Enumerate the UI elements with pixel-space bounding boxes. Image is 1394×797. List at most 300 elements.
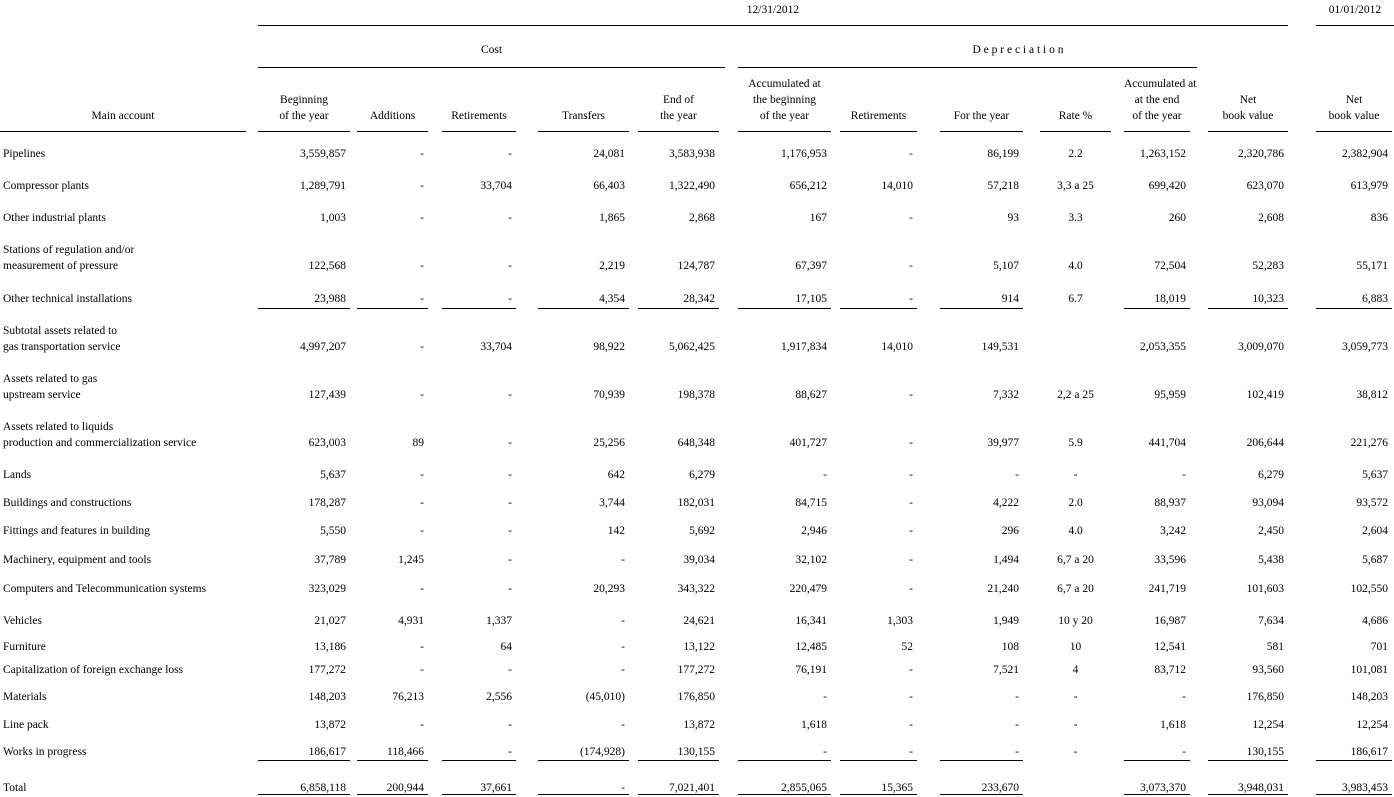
cell-accum-end: 88,937 xyxy=(1154,497,1186,509)
cost-group-rule xyxy=(258,67,725,68)
cell-accum-end: 3,073,370 xyxy=(1140,782,1186,794)
cell-net-current: 3,009,070 xyxy=(1238,341,1284,353)
cell-rate: 10 xyxy=(1069,641,1082,653)
cell-accum-end: 441,704 xyxy=(1148,437,1186,449)
sum-rule xyxy=(357,760,428,761)
cell-accum-begin: 401,727 xyxy=(789,437,827,449)
cell-beginning: 6,858,118 xyxy=(300,782,346,794)
row-label: Computers and Telecommunication systems xyxy=(3,583,207,595)
cell-dep-retirements: - xyxy=(909,497,913,509)
cell-beginning: 5,550 xyxy=(320,525,346,537)
sum-rule xyxy=(1208,308,1288,309)
cell-accum-begin: 32,102 xyxy=(795,554,827,566)
cell-retirements: 64 xyxy=(500,641,512,653)
end-header-rule xyxy=(638,131,719,132)
net-previous-header-line: Net xyxy=(1345,94,1363,106)
sum-rule xyxy=(1124,760,1190,761)
retirements-header-line: Retirements xyxy=(451,110,507,122)
cell-additions: - xyxy=(420,497,424,509)
cell-beginning: 5,637 xyxy=(320,469,346,481)
row-label: Stations of regulation and/or xyxy=(3,244,135,256)
cell-net-previous: 3,983,453 xyxy=(1342,782,1388,794)
retirements-header-rule xyxy=(442,131,516,132)
cell-net-previous: 38,812 xyxy=(1356,389,1388,401)
cell-rate: 3,3 a 25 xyxy=(1057,180,1094,192)
cell-net-previous: 2,604 xyxy=(1362,525,1388,537)
cell-net-previous: 4,686 xyxy=(1362,615,1388,627)
cell-for-year: 7,521 xyxy=(993,664,1019,676)
cell-transfers: 1,865 xyxy=(599,212,625,224)
accum-end-header-line: at the end xyxy=(1134,94,1180,106)
cell-retirements: - xyxy=(508,437,512,449)
cell-transfers: 142 xyxy=(607,525,625,537)
cell-rate: 4 xyxy=(1072,664,1079,676)
cell-dep-retirements: - xyxy=(909,554,913,566)
sum-rule xyxy=(840,308,917,309)
cell-retirements: 37,661 xyxy=(480,782,512,794)
cell-for-year: - xyxy=(1015,691,1019,703)
row-label: Lands xyxy=(3,469,32,481)
cell-accum-end: 12,541 xyxy=(1154,641,1186,653)
cell-for-year: 108 xyxy=(1001,641,1019,653)
cell-beginning: 1,003 xyxy=(320,212,346,224)
cell-transfers: - xyxy=(621,641,625,653)
row-label: Compressor plants xyxy=(3,180,89,192)
cell-accum-end: - xyxy=(1182,746,1186,758)
for-year-header-rule xyxy=(940,131,1023,132)
sum-rule xyxy=(840,794,917,795)
row-label: Other technical installations xyxy=(3,293,133,305)
cell-end: 7,021,401 xyxy=(669,782,715,794)
cell-retirements: 33,704 xyxy=(480,341,512,353)
sum-rule xyxy=(442,308,516,309)
sum-rule xyxy=(442,760,516,761)
cell-retirements: - xyxy=(508,260,512,272)
cell-dep-retirements: - xyxy=(909,389,913,401)
cell-additions: 1,245 xyxy=(398,554,424,566)
cell-net-current: 130,155 xyxy=(1246,746,1284,758)
cell-rate: 3.3 xyxy=(1068,212,1083,224)
cell-for-year: 914 xyxy=(1001,293,1019,305)
accum-end-header-rule xyxy=(1124,131,1190,132)
cell-net-previous: 701 xyxy=(1370,641,1388,653)
row-label: Assets related to liquids xyxy=(3,421,114,433)
cell-accum-begin: 17,105 xyxy=(795,293,827,305)
cell-end: 28,342 xyxy=(683,293,715,305)
depreciation-group-rule xyxy=(738,67,1197,68)
cell-accum-end: - xyxy=(1182,469,1186,481)
cell-dep-retirements: 15,365 xyxy=(881,782,913,794)
cell-accum-end: 72,504 xyxy=(1154,260,1186,272)
cell-end: 5,062,425 xyxy=(669,341,715,353)
cell-beginning: 177,272 xyxy=(308,664,346,676)
cell-net-current: 52,283 xyxy=(1252,260,1284,272)
sum-rule xyxy=(258,760,350,761)
sum-rule xyxy=(840,760,917,761)
sum-rule xyxy=(1208,760,1288,761)
rate-header-rule xyxy=(1040,131,1111,132)
cell-transfers: 20,293 xyxy=(593,583,625,595)
cell-end: 648,348 xyxy=(677,437,715,449)
row-label: measurement of pressure xyxy=(3,260,118,272)
net-current-header-line: Net xyxy=(1239,94,1257,106)
row-label: Materials xyxy=(3,691,47,703)
sum-rule xyxy=(258,308,350,309)
cell-end: 13,872 xyxy=(683,719,715,731)
cell-for-year: 233,670 xyxy=(981,782,1019,794)
cell-retirements: - xyxy=(508,583,512,595)
cell-dep-retirements: - xyxy=(909,293,913,305)
cell-net-previous: 93,572 xyxy=(1356,497,1388,509)
accum-end-header-line: Accumulated at xyxy=(1124,78,1197,90)
cell-rate: 2.0 xyxy=(1068,497,1083,509)
cell-accum-end: 699,420 xyxy=(1148,180,1186,192)
cell-transfers: 4,354 xyxy=(599,293,625,305)
cell-retirements: - xyxy=(508,746,512,758)
cell-additions: - xyxy=(420,583,424,595)
cell-accum-begin: 656,212 xyxy=(789,180,827,192)
cell-rate: - xyxy=(1073,719,1078,731)
sum-rule xyxy=(357,308,428,309)
cell-accum-begin: 1,618 xyxy=(801,719,827,731)
cell-for-year: 149,531 xyxy=(981,341,1019,353)
cell-net-previous: 186,617 xyxy=(1350,746,1388,758)
cell-end: 13,122 xyxy=(683,641,715,653)
cell-accum-begin: 12,485 xyxy=(795,641,827,653)
accum-begin-header-line: the beginning xyxy=(753,94,816,106)
beginning-header-line: of the year xyxy=(279,110,329,122)
net-previous-header-line: book value xyxy=(1328,110,1380,122)
cell-end: 3,583,938 xyxy=(669,148,715,160)
cell-for-year: 1,949 xyxy=(993,615,1019,627)
cell-transfers: 25,256 xyxy=(593,437,625,449)
cell-transfers: 24,081 xyxy=(593,148,625,160)
cell-transfers: - xyxy=(621,782,625,794)
cell-beginning: 4,997,207 xyxy=(300,341,346,353)
cell-dep-retirements: - xyxy=(909,583,913,595)
cell-net-previous: 836 xyxy=(1370,212,1388,224)
net-current-header-line: book value xyxy=(1222,110,1274,122)
cell-beginning: 186,617 xyxy=(308,746,346,758)
main-account-header-rule xyxy=(0,131,246,132)
accum-begin-header-rule xyxy=(738,131,831,132)
sum-rule xyxy=(442,794,516,795)
main-account-header-line: Main account xyxy=(91,110,155,122)
cell-rate: - xyxy=(1073,691,1078,703)
cell-retirements: - xyxy=(508,719,512,731)
cell-net-current: 2,450 xyxy=(1258,525,1284,537)
cell-net-previous: 102,550 xyxy=(1350,583,1388,595)
row-label: Furniture xyxy=(3,641,46,653)
cell-for-year: 1,494 xyxy=(993,554,1019,566)
cell-rate: 4.0 xyxy=(1068,525,1083,537)
sum-rule xyxy=(940,308,1023,309)
cell-net-previous: 12,254 xyxy=(1356,719,1388,731)
dep-retirements-header-rule xyxy=(840,131,917,132)
cell-additions: 200,944 xyxy=(386,782,424,794)
cell-accum-begin: 84,715 xyxy=(795,497,827,509)
cell-accum-end: 3,242 xyxy=(1160,525,1186,537)
sum-rule xyxy=(1124,308,1190,309)
cell-additions: 4,931 xyxy=(398,615,424,627)
cell-rate: 5.9 xyxy=(1068,437,1083,449)
cell-end: 6,279 xyxy=(689,469,715,481)
cell-net-current: 101,603 xyxy=(1246,583,1284,595)
cell-dep-retirements: - xyxy=(909,746,913,758)
cell-beginning: 3,559,857 xyxy=(300,148,346,160)
cell-additions: - xyxy=(420,469,424,481)
row-label: Works in progress xyxy=(3,746,87,758)
cell-net-current: 623,070 xyxy=(1246,180,1284,192)
row-label: Total xyxy=(3,782,27,794)
cell-additions: - xyxy=(420,180,424,192)
cell-net-current: 581 xyxy=(1266,641,1284,653)
sum-rule xyxy=(738,308,831,309)
cell-additions: 76,213 xyxy=(392,691,424,703)
cell-dep-retirements: 1,303 xyxy=(887,615,913,627)
beginning-header-rule xyxy=(258,131,350,132)
cell-dep-retirements: - xyxy=(909,691,913,703)
cell-dep-retirements: - xyxy=(909,148,913,160)
cell-for-year: - xyxy=(1015,719,1019,731)
cell-net-current: 7,634 xyxy=(1258,615,1284,627)
end-header-line: the year xyxy=(660,110,697,122)
cell-dep-retirements: - xyxy=(909,260,913,272)
cell-retirements: - xyxy=(508,497,512,509)
cell-dep-retirements: 52 xyxy=(901,641,913,653)
cell-rate: 6.7 xyxy=(1068,293,1083,305)
cell-net-previous: 6,883 xyxy=(1362,293,1388,305)
cell-beginning: 13,186 xyxy=(314,641,346,653)
cell-net-current: 176,850 xyxy=(1246,691,1284,703)
accum-end-header-line: of the year xyxy=(1132,110,1182,122)
cell-beginning: 127,439 xyxy=(308,389,346,401)
current-date-header: 12/31/2012 xyxy=(746,4,800,16)
cell-beginning: 323,029 xyxy=(308,583,346,595)
cell-transfers: 642 xyxy=(607,469,625,481)
cell-accum-begin: 67,397 xyxy=(795,260,827,272)
cell-net-current: 93,560 xyxy=(1252,664,1284,676)
cell-additions: 118,466 xyxy=(387,746,424,758)
sum-rule xyxy=(940,794,1023,795)
cell-accum-begin: - xyxy=(823,469,827,481)
sum-rule xyxy=(1316,760,1392,761)
cost-group-header: Cost xyxy=(480,44,503,56)
additions-header-rule xyxy=(357,131,428,132)
rate-header-line: Rate % xyxy=(1058,110,1093,122)
cell-accum-begin: 76,191 xyxy=(795,664,827,676)
cell-net-previous: 5,687 xyxy=(1362,554,1388,566)
cell-net-current: 93,094 xyxy=(1252,497,1284,509)
cell-transfers: - xyxy=(621,664,625,676)
row-label: Machinery, equipment and tools xyxy=(3,554,152,566)
cell-transfers: - xyxy=(621,719,625,731)
cell-additions: - xyxy=(420,664,424,676)
cell-end: 39,034 xyxy=(683,554,715,566)
cell-accum-end: 1,263,152 xyxy=(1140,148,1186,160)
transfers-header-line: Transfers xyxy=(561,110,606,122)
cell-accum-end: 260 xyxy=(1168,212,1186,224)
cell-retirements: - xyxy=(508,469,512,481)
cell-retirements: - xyxy=(508,148,512,160)
cell-net-current: 12,254 xyxy=(1252,719,1284,731)
cell-net-previous: 55,171 xyxy=(1356,260,1388,272)
cell-accum-end: 95,959 xyxy=(1154,389,1186,401)
cell-additions: - xyxy=(420,341,424,353)
cell-accum-end: 1,618 xyxy=(1160,719,1186,731)
row-label: Other industrial plants xyxy=(3,212,106,224)
cell-accum-end: 18,019 xyxy=(1154,293,1186,305)
cell-beginning: 623,003 xyxy=(308,437,346,449)
cell-rate: 2.2 xyxy=(1068,148,1083,160)
row-label: Capitalization of foreign exchange loss xyxy=(3,664,184,676)
cell-transfers: (174,928) xyxy=(579,746,625,758)
cell-net-current: 102,419 xyxy=(1246,389,1284,401)
previous-date-header: 01/01/2012 xyxy=(1328,4,1382,16)
cell-additions: - xyxy=(420,525,424,537)
cell-accum-begin: 1,917,834 xyxy=(781,341,827,353)
row-label: Buildings and constructions xyxy=(3,497,132,509)
cell-for-year: 7,332 xyxy=(993,389,1019,401)
cell-beginning: 23,988 xyxy=(314,293,346,305)
for-year-header-line: For the year xyxy=(953,110,1010,122)
cell-transfers: - xyxy=(621,554,625,566)
cell-for-year: 39,977 xyxy=(987,437,1019,449)
end-header-line: End of xyxy=(663,94,694,106)
depreciation-group-header: D e p r e c i a t i o n xyxy=(972,44,1064,56)
cell-beginning: 21,027 xyxy=(314,615,346,627)
cell-accum-begin: 16,341 xyxy=(795,615,827,627)
date-rule-previous xyxy=(1316,25,1394,26)
cell-net-previous: 2,382,904 xyxy=(1342,148,1388,160)
cell-additions: - xyxy=(420,641,424,653)
cell-beginning: 148,203 xyxy=(308,691,346,703)
cell-for-year: 5,107 xyxy=(993,260,1019,272)
sum-rule xyxy=(940,760,1023,761)
row-label: Vehicles xyxy=(3,615,42,627)
cell-beginning: 1,289,791 xyxy=(300,180,346,192)
cell-rate: - xyxy=(1073,746,1078,758)
cell-end: 2,868 xyxy=(689,212,715,224)
cell-for-year: 86,199 xyxy=(987,148,1019,160)
cell-accum-end: 83,712 xyxy=(1154,664,1186,676)
date-rule-current xyxy=(258,25,1288,26)
cell-accum-end: - xyxy=(1182,691,1186,703)
cell-end: 177,272 xyxy=(677,664,715,676)
cell-retirements: - xyxy=(508,554,512,566)
cell-end: 130,155 xyxy=(677,746,715,758)
cell-transfers: 98,922 xyxy=(593,341,625,353)
cell-net-previous: 221,276 xyxy=(1350,437,1388,449)
cell-beginning: 37,789 xyxy=(314,554,346,566)
sum-rule xyxy=(638,794,719,795)
row-label: Fittings and features in building xyxy=(3,525,150,537)
cell-additions: - xyxy=(420,719,424,731)
accum-begin-header-line: Accumulated at xyxy=(748,78,821,90)
cell-additions: - xyxy=(420,212,424,224)
cell-retirements: 1,337 xyxy=(486,615,512,627)
cell-beginning: 13,872 xyxy=(314,719,346,731)
sum-rule xyxy=(258,794,350,795)
cell-end: 1,322,490 xyxy=(669,180,715,192)
cell-end: 176,850 xyxy=(677,691,715,703)
cell-net-current: 3,948,031 xyxy=(1238,782,1284,794)
sum-rule xyxy=(1316,308,1392,309)
sum-rule xyxy=(638,760,719,761)
cell-additions: - xyxy=(420,293,424,305)
cell-dep-retirements: 14,010 xyxy=(881,341,913,353)
additions-header-line: Additions xyxy=(369,110,416,122)
cell-rate: - xyxy=(1073,469,1078,481)
cell-dep-retirements: - xyxy=(909,437,913,449)
cell-net-previous: 5,637 xyxy=(1362,469,1388,481)
row-label: Assets related to gas xyxy=(3,373,98,385)
cell-end: 182,031 xyxy=(677,497,715,509)
cell-retirements: - xyxy=(508,389,512,401)
cell-dep-retirements: - xyxy=(909,525,913,537)
cell-accum-end: 16,987 xyxy=(1154,615,1186,627)
net-previous-header-rule xyxy=(1316,131,1392,132)
cell-end: 343,322 xyxy=(677,583,715,595)
cell-retirements: 2,556 xyxy=(486,691,512,703)
cell-retirements: - xyxy=(508,525,512,537)
cell-end: 24,621 xyxy=(683,615,715,627)
cell-rate: 6,7 a 20 xyxy=(1057,554,1094,566)
row-label: Pipelines xyxy=(3,148,46,160)
cell-transfers: 66,403 xyxy=(593,180,625,192)
cell-rate: 6,7 a 20 xyxy=(1057,583,1094,595)
cell-net-current: 10,323 xyxy=(1252,293,1284,305)
sum-rule xyxy=(1316,794,1392,795)
cell-for-year: 57,218 xyxy=(987,180,1019,192)
cell-accum-begin: - xyxy=(823,746,827,758)
cell-additions: - xyxy=(420,389,424,401)
cell-for-year: 21,240 xyxy=(987,583,1019,595)
cell-accum-begin: 2,946 xyxy=(801,525,827,537)
accum-begin-header-line: of the year xyxy=(759,110,810,122)
cell-retirements: - xyxy=(508,212,512,224)
net-current-header-rule xyxy=(1208,131,1288,132)
cell-end: 5,692 xyxy=(689,525,715,537)
cell-end: 198,378 xyxy=(677,389,715,401)
cell-transfers: 2,219 xyxy=(599,260,625,272)
cell-retirements: - xyxy=(508,293,512,305)
cell-rate: 2,2 a 25 xyxy=(1057,389,1094,401)
sum-rule xyxy=(538,794,629,795)
cell-accum-begin: - xyxy=(823,691,827,703)
cell-net-current: 6,279 xyxy=(1258,469,1284,481)
row-label: production and commercialization service xyxy=(3,437,197,449)
cell-for-year: - xyxy=(1015,469,1019,481)
cell-retirements: - xyxy=(508,664,512,676)
cell-retirements: 33,704 xyxy=(480,180,512,192)
cell-accum-end: 33,596 xyxy=(1154,554,1186,566)
cell-dep-retirements: - xyxy=(909,469,913,481)
cell-net-current: 2,608 xyxy=(1258,212,1284,224)
sum-rule xyxy=(1208,794,1288,795)
sum-rule xyxy=(357,794,428,795)
cell-net-previous: 613,979 xyxy=(1350,180,1388,192)
cell-beginning: 122,568 xyxy=(308,260,346,272)
transfers-header-rule xyxy=(538,131,629,132)
cell-accum-begin: 88,627 xyxy=(795,389,827,401)
cell-for-year: 4,222 xyxy=(993,497,1019,509)
cell-for-year: 93 xyxy=(1007,212,1019,224)
row-label: gas transportation service xyxy=(3,341,121,353)
dep-retirements-header-line: Retirements xyxy=(850,110,907,122)
cell-rate: 10 y 20 xyxy=(1058,615,1093,627)
sum-rule xyxy=(738,794,831,795)
